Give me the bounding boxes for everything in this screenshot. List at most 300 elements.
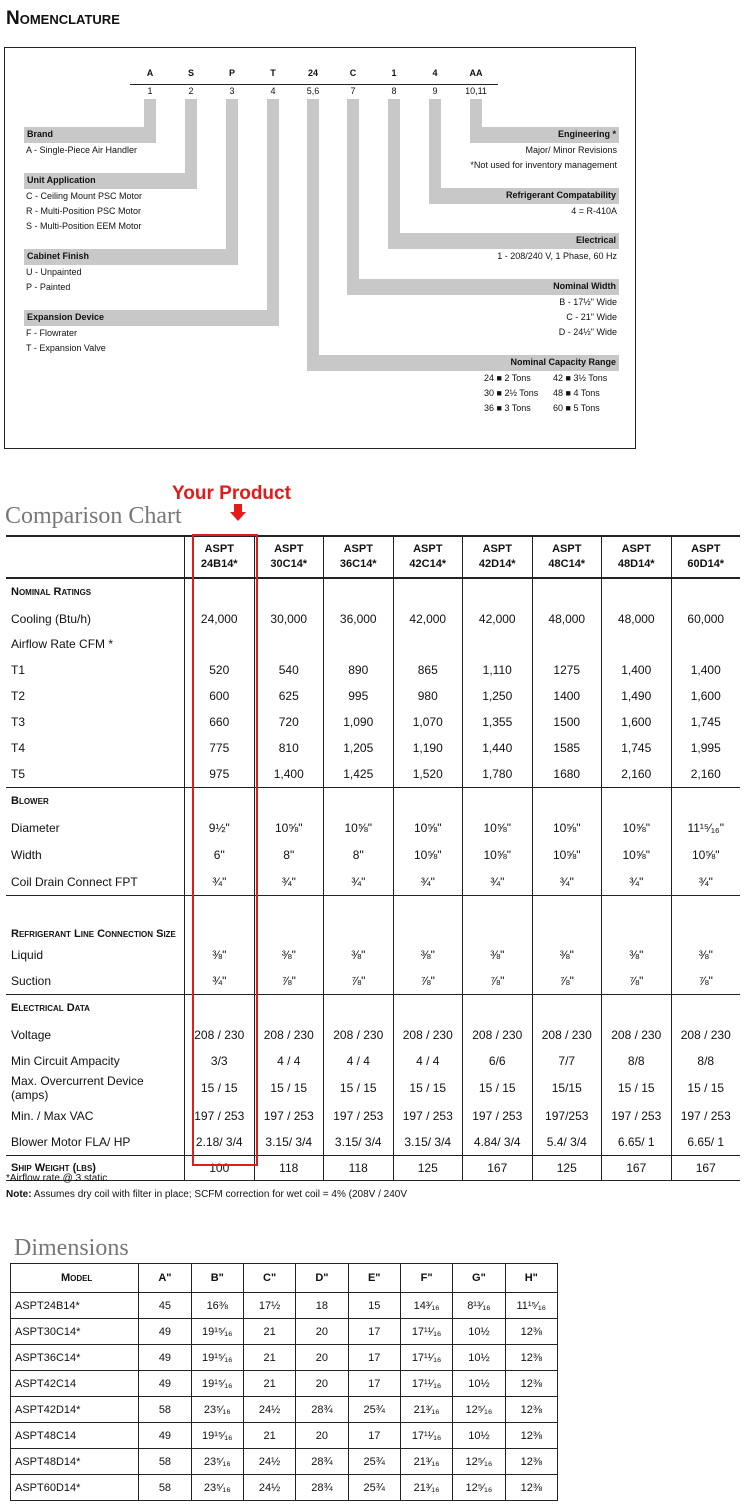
cell-value: 15 / 15: [393, 1074, 463, 1102]
cell-value: ⅜": [671, 942, 740, 968]
cell-value: 15 / 15: [324, 1074, 394, 1102]
dim-model: ASPT36C14*: [11, 1345, 139, 1371]
section-spacer: [602, 995, 672, 1023]
row-label: Cooling (Btu/h): [11, 611, 92, 626]
cell-value: 42,000: [393, 606, 463, 631]
cell-value: 197 / 253: [671, 1102, 740, 1129]
dim-header: B": [191, 1264, 243, 1293]
section-spacer: [185, 896, 255, 943]
cell-value: ¾": [463, 868, 533, 896]
dim-value: 12⅜: [505, 1423, 557, 1449]
cell-value: 1,745: [671, 709, 740, 735]
dim-value: 17¹¹⁄₁₆: [400, 1345, 452, 1371]
expansion-device-connector: [267, 99, 279, 325]
dim-value: 45: [139, 1293, 191, 1319]
dim-value: 21: [243, 1423, 295, 1449]
position-5: 5,6: [306, 86, 320, 96]
cell-value: ¾": [671, 868, 740, 896]
section-spacer: [185, 995, 255, 1023]
section-spacer: [671, 788, 740, 816]
cell-value: 10⅝": [671, 841, 740, 868]
cell-value: ¾": [185, 968, 255, 995]
list-line: D - 24½" Wide: [558, 327, 617, 337]
cell-value: 8/8: [602, 1048, 672, 1074]
ship-weight-value: 100: [185, 1156, 255, 1181]
cell-value: ⅞": [602, 968, 672, 995]
cell-value: 4 / 4: [393, 1048, 463, 1074]
model-header: ASPT 24B14*: [185, 536, 255, 578]
code-5: 24: [307, 68, 318, 78]
cabinet-finish-lines: [26, 265, 82, 295]
cell-value: ⅜": [463, 942, 533, 968]
dim-value: 49: [139, 1423, 191, 1449]
list-line: 30 ■ 2½ Tons: [484, 388, 539, 398]
section-spacer: [602, 788, 672, 816]
dim-header: A": [139, 1264, 191, 1293]
electrical-label: Electrical: [388, 233, 619, 249]
cell-value: ⅜": [324, 942, 394, 968]
list-line: *Not used for inventory management: [470, 160, 617, 170]
cell-value: 15 / 15: [254, 1074, 324, 1102]
code-6: C: [349, 68, 357, 78]
dim-model: ASPT48C14: [11, 1423, 139, 1449]
unit-application-label: Unit Application: [24, 173, 197, 189]
dim-value: 25¾: [348, 1449, 400, 1475]
nominal-width-lines: [440, 295, 617, 340]
cell-value: 890: [324, 657, 394, 683]
cell-value: ¾": [185, 868, 255, 896]
dim-value: 49: [139, 1345, 191, 1371]
list-line: P - Painted: [26, 282, 71, 292]
cell-value: 208 / 230: [532, 1022, 602, 1048]
position-4: 4: [270, 86, 276, 96]
cell-value: 15/15: [532, 1074, 602, 1102]
section-heading: Electrical Data: [6, 995, 185, 1023]
dim-value: 17: [348, 1345, 400, 1371]
model-header: ASPT 42D14*: [463, 536, 533, 578]
row-label: T2: [11, 689, 26, 703]
cell-value: [393, 631, 463, 657]
cell-value: 10⅝": [324, 815, 394, 841]
dim-value: 25¾: [348, 1397, 400, 1423]
cell-value: ⅜": [532, 942, 602, 968]
cell-value: 2,160: [602, 761, 672, 788]
row-label: T4: [11, 741, 26, 755]
dim-value: 12⅜: [505, 1449, 557, 1475]
cell-value: 15 / 15: [185, 1074, 255, 1102]
dim-value: 58: [139, 1397, 191, 1423]
width-connector: [347, 99, 359, 295]
list-line: S - Multi-Position EEM Motor: [26, 221, 142, 231]
cell-value: 197 / 253: [324, 1102, 394, 1129]
dim-value: 12⅜: [505, 1319, 557, 1345]
list-line: U - Unpainted: [26, 267, 82, 277]
unit-application-lines: [26, 189, 142, 234]
list-line: C - Ceiling Mount PSC Motor: [26, 191, 143, 201]
cell-value: 15 / 15: [463, 1074, 533, 1102]
dim-value: 49: [139, 1319, 191, 1345]
engineering-lines: [440, 143, 617, 173]
ship-weight-value: 118: [324, 1156, 394, 1181]
cell-value: ⅞": [671, 968, 740, 995]
cell-value: 5.4/ 3/4: [532, 1129, 602, 1156]
dim-value: 17: [348, 1319, 400, 1345]
dim-value: 21: [243, 1345, 295, 1371]
cell-value: 3.15/ 3/4: [393, 1129, 463, 1156]
section-spacer: [602, 896, 672, 943]
cell-value: 2,160: [671, 761, 740, 788]
dim-value: 18: [296, 1293, 348, 1319]
cell-value: 1,400: [602, 657, 672, 683]
capacity-connector: [307, 99, 319, 370]
dim-value: 8¹³⁄₁₆: [453, 1293, 505, 1319]
cell-value: 6/6: [463, 1048, 533, 1074]
cell-value: 720: [254, 709, 324, 735]
cell-value: ¾": [393, 868, 463, 896]
cell-value: 208 / 230: [324, 1022, 394, 1048]
cell-value: ¾": [602, 868, 672, 896]
dim-value: 12⅜: [505, 1345, 557, 1371]
dim-header: F": [400, 1264, 452, 1293]
cell-value: 8/8: [671, 1048, 740, 1074]
cell-value: 1,090: [324, 709, 394, 735]
section-spacer: [463, 995, 533, 1023]
electrical-connector: [388, 99, 400, 249]
section-spacer: [254, 995, 324, 1023]
dim-header: Model: [11, 1264, 139, 1293]
cell-value: 30,000: [254, 606, 324, 631]
section-spacer: [532, 788, 602, 816]
code-1: A: [146, 68, 154, 78]
section-spacer: [463, 578, 533, 606]
cell-value: [185, 631, 255, 657]
dim-value: 12⅜: [505, 1371, 557, 1397]
cell-value: 1275: [532, 657, 602, 683]
section-spacer: [254, 896, 324, 943]
cell-value: 975: [185, 761, 255, 788]
list-line: 24 ■ 2 Tons: [484, 373, 531, 383]
dim-value: 28¾: [296, 1475, 348, 1501]
note-text: Assumes dry coil with filter in place; SCFM correction for wet coil = 4% (208V / 240V: [31, 1189, 407, 1200]
dim-value: 15: [348, 1293, 400, 1319]
section-spacer: [393, 896, 463, 943]
list-line: R - Multi-Position PSC Motor: [26, 206, 142, 216]
dim-value: 21³⁄₁₆: [400, 1397, 452, 1423]
section-spacer: [671, 896, 740, 943]
section-spacer: [532, 578, 602, 606]
cell-value: 775: [185, 735, 255, 761]
cell-value: 6.65/ 1: [602, 1129, 672, 1156]
list-line: 4 = R-410A: [571, 206, 617, 216]
capacity-label: Nominal Capacity Range: [307, 355, 619, 371]
cabinet-finish-connector: [226, 99, 238, 265]
code-3: P: [228, 68, 235, 78]
list-line: C - 21" Wide: [566, 312, 617, 322]
dim-value: 20: [296, 1371, 348, 1397]
dim-model: ASPT48D14*: [11, 1449, 139, 1475]
cell-value: [671, 631, 740, 657]
cell-value: ⅞": [532, 968, 602, 995]
cell-value: 197 / 253: [254, 1102, 324, 1129]
ship-weight-value: 125: [532, 1156, 602, 1181]
cell-value: 3.15/ 3/4: [324, 1129, 394, 1156]
section-spacer: [324, 578, 394, 606]
dim-value: 21: [243, 1319, 295, 1345]
cell-value: 4.84/ 3/4: [463, 1129, 533, 1156]
dim-value: 12⅜: [505, 1397, 557, 1423]
cell-value: 48,000: [602, 606, 672, 631]
row-label: Coil Drain Connect FPT: [11, 874, 138, 889]
dim-value: 17: [348, 1371, 400, 1397]
cell-value: 600: [185, 683, 255, 709]
dim-value: 19¹⁵⁄₁₆: [191, 1423, 243, 1449]
dim-value: 17¹¹⁄₁₆: [400, 1319, 452, 1345]
cell-value: 1,490: [602, 683, 672, 709]
cell-value: [254, 631, 324, 657]
dim-value: 20: [296, 1319, 348, 1345]
dim-value: 19¹⁵⁄₁₆: [191, 1371, 243, 1397]
cell-value: 208 / 230: [463, 1022, 533, 1048]
dim-value: 23⁵⁄₁₆: [191, 1449, 243, 1475]
dimensions-table: [10, 1263, 558, 1501]
dim-value: 10½: [453, 1371, 505, 1397]
cell-value: 8": [254, 841, 324, 868]
section-spacer: [185, 788, 255, 816]
cell-value: ¾": [254, 868, 324, 896]
section-heading: Blower: [6, 788, 185, 816]
cell-value: 4 / 4: [254, 1048, 324, 1074]
dimensions-title: Dimensions: [14, 1235, 129, 1261]
cell-value: ⅞": [393, 968, 463, 995]
cell-value: 197 / 253: [393, 1102, 463, 1129]
dim-value: 12⁵⁄₁₆: [453, 1449, 505, 1475]
model-header: ASPT 48D14*: [602, 536, 672, 578]
row-label: Diameter: [11, 821, 60, 835]
refrigerant-lines: [440, 204, 617, 219]
list-line: Major/ Minor Revisions: [525, 145, 617, 155]
ship-weight-label: Ship Weight (lbs): [6, 1156, 185, 1181]
section-spacer: [532, 896, 602, 943]
brand-lines: [26, 143, 137, 158]
cell-value: 865: [393, 657, 463, 683]
cell-value: 625: [254, 683, 324, 709]
dim-header: H": [505, 1264, 557, 1293]
cell-value: 1,745: [602, 735, 672, 761]
section-spacer: [602, 578, 672, 606]
cell-value: [602, 631, 672, 657]
section-spacer: [532, 995, 602, 1023]
note: [6, 1189, 407, 1200]
ship-weight-value: 167: [671, 1156, 740, 1181]
cell-value: 520: [185, 657, 255, 683]
row-label: Min Circuit Ampacity: [11, 1054, 120, 1068]
model-header: ASPT 42C14*: [393, 536, 463, 578]
cell-value: [463, 631, 533, 657]
dim-value: 20: [296, 1345, 348, 1371]
nomenclature-title: Nomenclature: [6, 8, 120, 29]
dim-row: [11, 1423, 558, 1449]
cell-value: 11¹⁵⁄₁₆": [671, 815, 740, 841]
cell-value: 2.18/ 3/4: [185, 1129, 255, 1156]
cell-value: 10⅝": [532, 815, 602, 841]
cell-value: 9½": [185, 815, 255, 841]
cell-value: 995: [324, 683, 394, 709]
row-label: T1: [11, 663, 26, 677]
list-line: B - 17½" Wide: [559, 297, 617, 307]
dim-value: 58: [139, 1475, 191, 1501]
refrigerant-label: Refrigerant Compatability: [429, 188, 619, 204]
row-label: T3: [11, 715, 26, 729]
dim-value: 14³⁄₁₆: [400, 1293, 452, 1319]
electrical-lines: [420, 249, 617, 264]
cell-value: 540: [254, 657, 324, 683]
cell-value: 1,400: [671, 657, 740, 683]
dim-value: 49: [139, 1371, 191, 1397]
cell-value: 208 / 230: [185, 1022, 255, 1048]
cell-value: 197 / 253: [463, 1102, 533, 1129]
dim-value: 24½: [243, 1397, 295, 1423]
section-spacer: [671, 995, 740, 1023]
dim-value: 10½: [453, 1423, 505, 1449]
note-label: Note:: [6, 1189, 32, 1200]
cell-value: ⅜": [254, 942, 324, 968]
code-underline: [130, 84, 498, 85]
section-spacer: [393, 788, 463, 816]
position-6: 7: [350, 86, 356, 96]
cell-value: ¾": [324, 868, 394, 896]
code-9: AA: [469, 68, 483, 78]
cell-value: 660: [185, 709, 255, 735]
cell-value: 1,250: [463, 683, 533, 709]
section-spacer: [671, 578, 740, 606]
your-product-label: Your Product: [172, 483, 291, 504]
section-heading: Refrigerant Line Connection Size: [6, 896, 185, 943]
row-label: Min. / Max VAC: [11, 1108, 94, 1123]
header-blank: [6, 536, 185, 578]
cell-value: 10⅝": [532, 841, 602, 868]
dim-header: G": [453, 1264, 505, 1293]
cell-value: 3/3: [185, 1048, 255, 1074]
dim-value: 12⅜: [505, 1475, 557, 1501]
section-spacer: [324, 788, 394, 816]
dim-row: [11, 1397, 558, 1423]
cell-value: 1,355: [463, 709, 533, 735]
nominal-width-label: Nominal Width: [347, 279, 619, 295]
cell-value: 42,000: [463, 606, 533, 631]
cell-value: 10⅝": [393, 841, 463, 868]
dim-value: 16⅜: [191, 1293, 243, 1319]
dim-value: 21: [243, 1371, 295, 1397]
brand-label: Brand: [24, 127, 156, 143]
section-spacer: [393, 578, 463, 606]
dim-value: 28¾: [296, 1397, 348, 1423]
list-line: F - Flowrater: [26, 328, 78, 338]
position-3: 3: [229, 86, 235, 96]
dim-value: 10½: [453, 1319, 505, 1345]
dim-value: 17¹¹⁄₁₆: [400, 1423, 452, 1449]
section-spacer: [324, 896, 394, 943]
cell-value: 1585: [532, 735, 602, 761]
section-spacer: [463, 788, 533, 816]
cell-value: 8": [324, 841, 394, 868]
ship-weight-value: 118: [254, 1156, 324, 1181]
row-label: T5: [11, 767, 26, 781]
cell-value: 1500: [532, 709, 602, 735]
capacity-col2: [553, 371, 607, 416]
cell-value: 1,440: [463, 735, 533, 761]
list-line: T - Expansion Valve: [26, 343, 106, 353]
comparison-table: [6, 535, 740, 1181]
cell-value: 1,520: [393, 761, 463, 788]
cell-value: 1,205: [324, 735, 394, 761]
ship-weight-value: 125: [393, 1156, 463, 1181]
code-7: 1: [391, 68, 397, 78]
cell-value: 10⅝": [463, 815, 533, 841]
position-7: 8: [391, 86, 397, 96]
cell-value: 1,070: [393, 709, 463, 735]
dim-value: 17: [348, 1423, 400, 1449]
dim-value: 12⁵⁄₁₆: [453, 1397, 505, 1423]
dim-row: [11, 1293, 558, 1319]
dim-value: 19¹⁵⁄₁₆: [191, 1345, 243, 1371]
dim-value: 11¹⁵⁄₁₆: [505, 1293, 557, 1319]
expansion-device-label: Expansion Device: [24, 310, 279, 326]
cell-value: 4 / 4: [324, 1048, 394, 1074]
cell-value: 3.15/ 3/4: [254, 1129, 324, 1156]
dim-value: 20: [296, 1423, 348, 1449]
model-header: ASPT 30C14*: [254, 536, 324, 578]
position-9: 10,11: [465, 86, 487, 96]
cell-value: 15 / 15: [671, 1074, 740, 1102]
comparison-title: Comparison Chart: [5, 503, 182, 529]
down-arrow-icon: [230, 504, 246, 522]
cell-value: 15 / 15: [602, 1074, 672, 1102]
model-header: ASPT 36C14*: [324, 536, 394, 578]
dim-value: 19¹⁵⁄₁₆: [191, 1319, 243, 1345]
dim-row: [11, 1345, 558, 1371]
cell-value: 60,000: [671, 606, 740, 631]
cell-value: 36,000: [324, 606, 394, 631]
section-spacer: [393, 995, 463, 1023]
cell-value: 1,400: [254, 761, 324, 788]
ship-weight-value: 167: [463, 1156, 533, 1181]
cell-value: ⅜": [185, 942, 255, 968]
cell-value: 1400: [532, 683, 602, 709]
cell-value: [532, 631, 602, 657]
cell-value: ⅞": [463, 968, 533, 995]
cell-value: 10⅝": [602, 815, 672, 841]
cell-value: 1,110: [463, 657, 533, 683]
dim-row: [11, 1449, 558, 1475]
cabinet-finish-label: Cabinet Finish: [24, 249, 238, 265]
row-label: Suction: [11, 974, 52, 988]
dim-value: 28¾: [296, 1449, 348, 1475]
cell-value: 10⅝": [393, 815, 463, 841]
ship-weight-value: 167: [602, 1156, 672, 1181]
row-label: Liquid: [11, 948, 44, 962]
dim-model: ASPT42D14*: [11, 1397, 139, 1423]
cell-value: 208 / 230: [671, 1022, 740, 1048]
cell-value: 1,425: [324, 761, 394, 788]
dim-row: [11, 1319, 558, 1345]
dim-value: 17½: [243, 1293, 295, 1319]
dim-header: D": [296, 1264, 348, 1293]
cell-value: 197 / 253: [602, 1102, 672, 1129]
dim-value: 23⁵⁄₁₆: [191, 1397, 243, 1423]
section-spacer: [324, 995, 394, 1023]
row-label: Blower Motor FLA/ HP: [11, 1135, 131, 1149]
dim-value: 23⁵⁄₁₆: [191, 1475, 243, 1501]
